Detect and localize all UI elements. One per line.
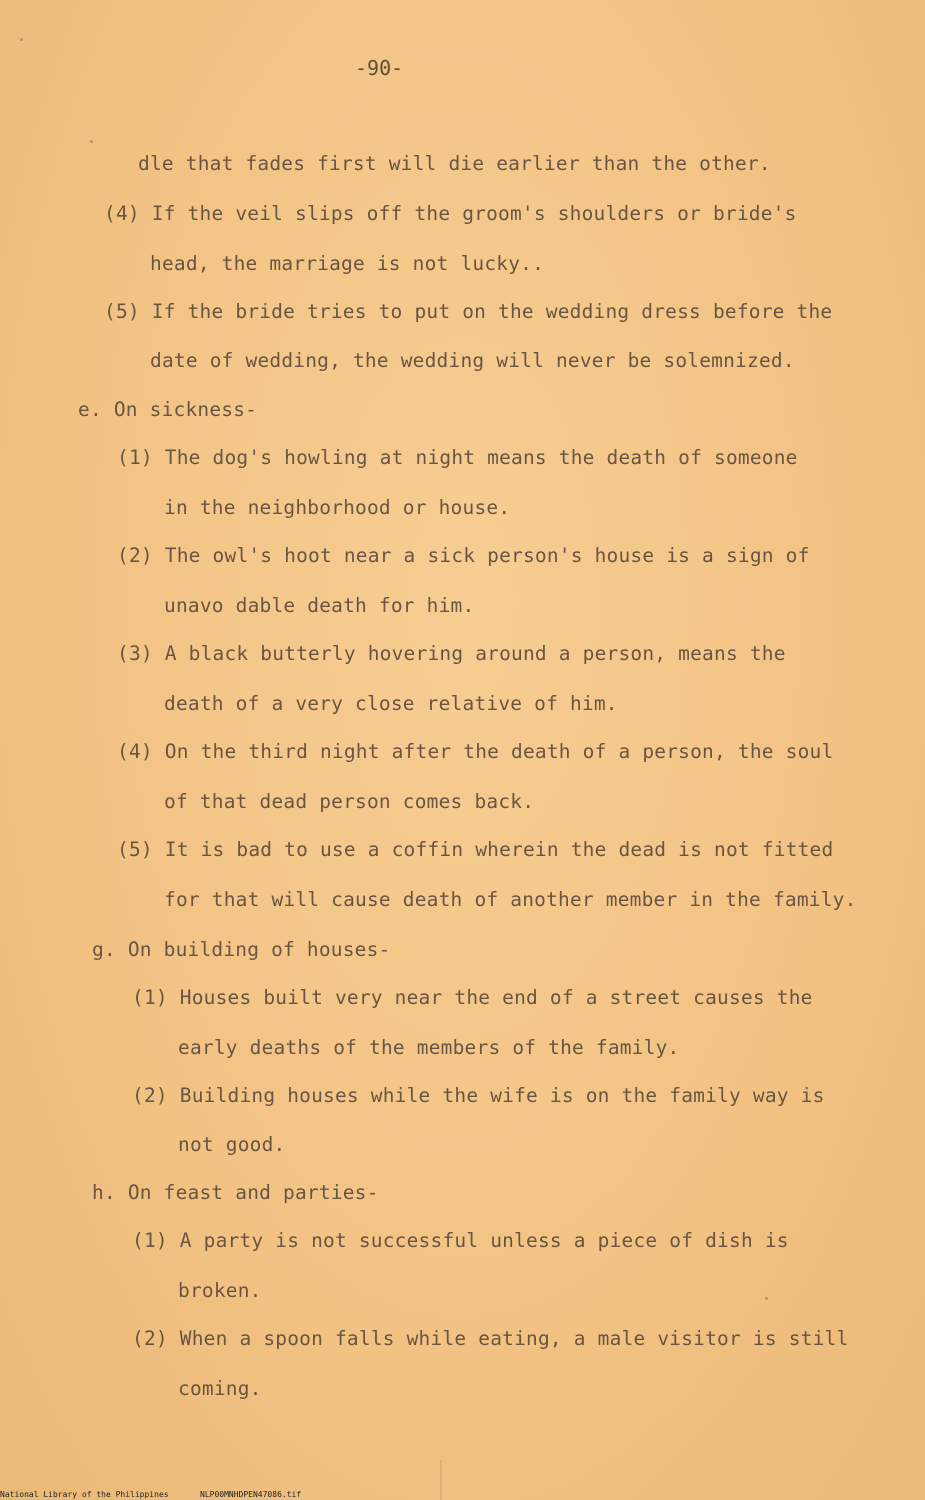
- paper-speck: [20, 38, 23, 41]
- scan-footer: [0, 1489, 925, 1500]
- text-line: (2) Building houses while the wife is on the family way is: [132, 1084, 825, 1107]
- text-line: (2) When a spoon falls while eating, a male visitor is still: [132, 1327, 849, 1350]
- text-line: head, the marriage is not lucky..: [150, 252, 545, 275]
- section-heading: g. On building of houses-: [92, 938, 391, 961]
- text-line: early deaths of the members of the family.: [178, 1036, 680, 1059]
- text-line: dle that fades first will die earlier than the other.: [138, 152, 771, 175]
- text-line: (1) Houses built very near the end of a street causes the: [132, 986, 813, 1009]
- text-line: (3) A black butterly hovering around a person, means the: [117, 642, 786, 665]
- text-line: (4) If the veil slips off the groom's shoulders or bride's: [104, 202, 797, 225]
- section-heading: h. On feast and parties-: [92, 1181, 379, 1204]
- text-line: (4) On the third night after the death of a person, the soul: [117, 740, 834, 763]
- text-line: (2) The owl's hoot near a sick person's house is a sign of: [117, 544, 810, 567]
- text-line: not good.: [178, 1133, 286, 1156]
- text-line: (1) The dog's howling at night means the death of someone: [117, 446, 798, 469]
- footer-filename: NLP00MNHDPEN47086.tif: [200, 1490, 302, 1499]
- text-line: (5) It is bad to use a coffin wherein the dead is not fitted: [117, 838, 834, 861]
- paper-speck: [90, 140, 93, 143]
- page-number: -90-: [355, 56, 404, 80]
- paper-speck: [765, 1297, 768, 1300]
- text-line: for that will cause death of another member in the family.: [164, 888, 857, 911]
- text-line: unavo dable death for him.: [164, 594, 475, 617]
- text-line: of that dead person comes back.: [164, 790, 535, 813]
- text-line: coming.: [178, 1377, 262, 1400]
- text-line: in the neighborhood or house.: [164, 496, 511, 519]
- footer-library: National Library of the Philippines: [0, 1490, 169, 1499]
- text-line: death of a very close relative of him.: [164, 692, 618, 715]
- text-line: (1) A party is not successful unless a piece of dish is: [132, 1229, 789, 1252]
- text-line: broken.: [178, 1279, 262, 1302]
- section-heading: e. On sickness-: [78, 398, 258, 421]
- text-line: date of wedding, the wedding will never be solemnized.: [150, 349, 795, 372]
- text-line: (5) If the bride tries to put on the wedding dress before the: [104, 300, 833, 323]
